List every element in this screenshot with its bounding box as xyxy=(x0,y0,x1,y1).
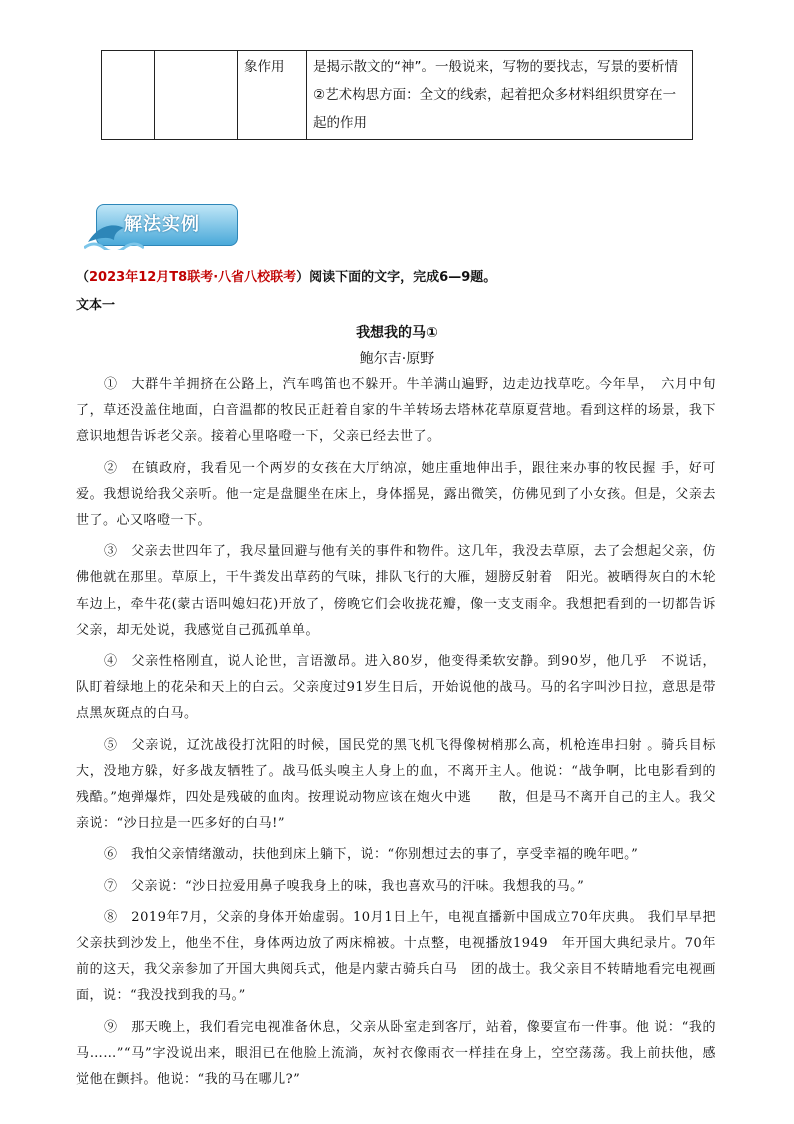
question-source xyxy=(76,266,496,285)
article-author: 鲍尔吉·原野 xyxy=(359,351,435,367)
table-cell: 象作用 xyxy=(238,51,307,140)
source-bracket-open: （ xyxy=(76,270,90,285)
paragraph: ④ 父亲性格刚直，说人论世，言语激昂。进入80岁，他变得柔软安静。到90岁，他几乎 不说话，队盯着绿地上的花朵和天上的白云。父亲度过91岁生日后，开始说他的战马。马的名字叫沙日拉，意思是带点黑灰斑点的白马。 xyxy=(76,654,716,722)
table-cell xyxy=(155,51,238,140)
paragraph: ⑨ 那天晚上，我们看完电视准备休息，父亲从卧室走到客厅，站着，像要宣布一件事。他 说：“我的马……”“马”字没说出来，眼泪已在他脸上流淌，灰衬衣像雨衣一样挂在身上，空空荡荡。我上前扶他，感觉他在颤抖。他说：“我的马在哪儿?” xyxy=(76,1019,716,1088)
paragraph: ⑤ 父亲说，辽沈战役打沈阳的时候，国民党的黑飞机飞得像树梢那么高，机枪连串扫射 。骑兵目标大，没地方躲，好多战友牺牲了。战马低头嗅主人身上的血，不离开主人。他说：“战争啊，比电影看到的残酷。”炮弹爆炸，四处是残破的血肉。按理说动物应该在炮火中逃 散，但是马不离开自己的主人。我父亲说：“沙日拉是一匹多好的白马!” xyxy=(76,737,716,832)
article-body xyxy=(76,372,716,1098)
paragraph: ⑦ 父亲说：“沙日拉爱用鼻子嗅我身上的味，我也喜欢马的汗味。我想我的马。” xyxy=(104,878,585,894)
source-bracket-close: ） xyxy=(296,270,310,285)
badge-label: 解法实例 xyxy=(124,214,200,235)
table-row xyxy=(102,51,693,140)
table-cell-description xyxy=(307,51,693,140)
paragraph: ② 在镇政府，我看见一个两岁的女孩在大厅纳凉，她庄重地伸出手，跟往来办事的牧民握 手，好可爱。我想说给我父亲听。他一定是盘腿坐在床上，身体摇晃，露出微笑，仿佛见到了小女孩。但是，父亲去世了。心又咯噔一下。 xyxy=(76,460,716,529)
paragraph: ① 大群牛羊拥挤在公路上，汽车鸣笛也不躲开。牛羊满山遍野，边走边找草吃。今年旱， 六月中旬了，草还没盖住地面，白音温都的牧民正赶着自家的牛羊转场去塔林花草原夏营地。看到这样的场景，我下意识地想告诉老父亲。接着心里咯噔一下，父亲已经去世了。 xyxy=(76,377,716,445)
source-exam-name: 2023年12月T8联考·八省八校联考 xyxy=(89,270,297,285)
method-example-badge xyxy=(84,196,238,250)
paragraph: ⑧ 2019年7月，父亲的身体开始虚弱。10月1日上午，电视直播新中国成立70年庆典。 我们早早把父亲扶到沙发上，他坐不住，身体两边放了两床棉被。十点整，电视播放1949 年开国大典纪录片。70年前的这天，我父亲参加了开国大典阅兵式，他是内蒙古骑兵白马 团的战士。我父亲目不转睛地看完电视画面，说：“我没找到我的马。” xyxy=(76,909,716,1004)
paragraph: ③ 父亲去世四年了，我尽量回避与他有关的事件和物件。这几年，我没去草原，去了会想起父亲，仿佛他就在那里。草原上，干牛粪发出草药的气味，排队飞行的大雁，翅膀反射着 阳光。被晒得灰白的木轮车边上，牵牛花(蒙古语叫媳妇花)开放了，傍晚它们会收拢花瓣，像一支支雨伞。我想把看到的一切都告诉父亲，却无处说，我感觉自己孤孤单单。 xyxy=(76,544,716,638)
source-instruction: 阅读下面的文字，完成6—9题。 xyxy=(309,270,497,285)
article-title: 我想我的马① xyxy=(356,325,438,341)
paragraph: ⑥ 我怕父亲情绪激动，扶他到床上躺下，说：“你别想过去的事了，享受幸福的晚年吧。” xyxy=(104,847,639,863)
method-table xyxy=(101,50,693,140)
table-cell-line: 是揭示散文的“神”。一般说来，写物的要找志，写景的要析情 xyxy=(313,59,678,75)
table-cell xyxy=(102,51,155,140)
section-label: 文本一 xyxy=(76,298,116,313)
table-cell-line: ②艺术构思方面：全文的线索，起着把众多材料组织贯穿在一起的作用 xyxy=(313,87,677,131)
